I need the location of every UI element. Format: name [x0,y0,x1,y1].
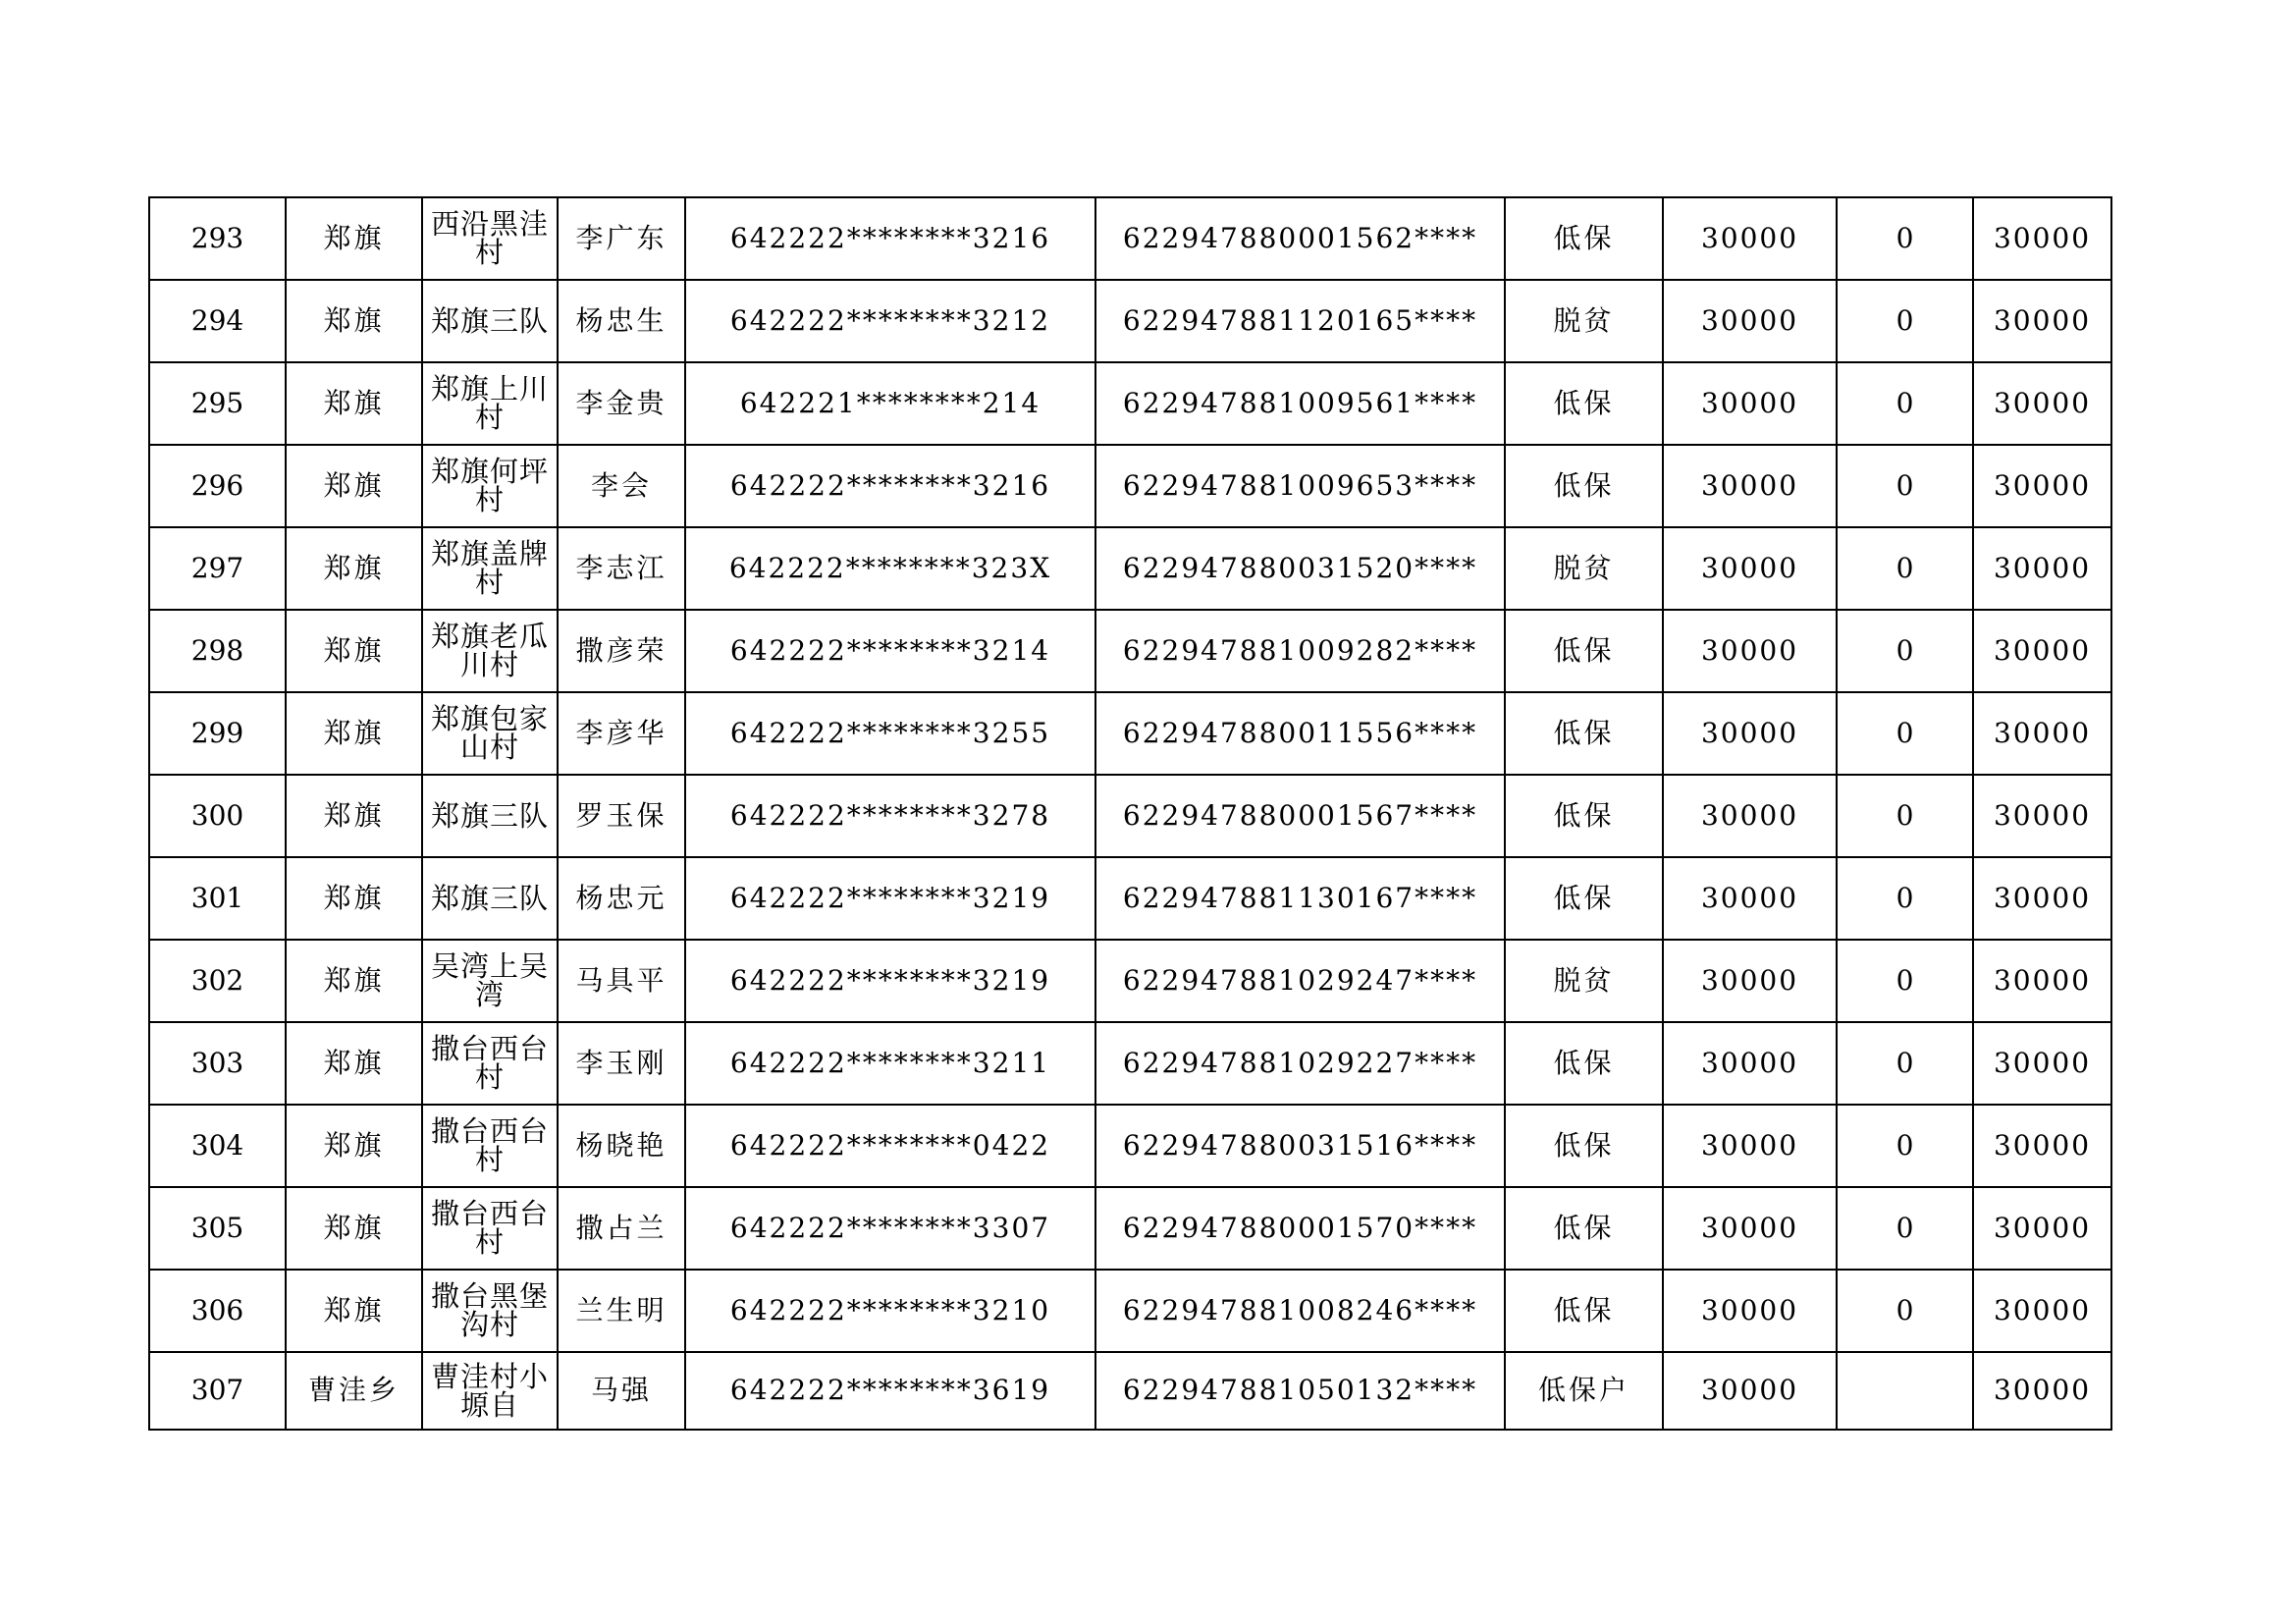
assistance-type-cell: 脱贫 [1505,940,1663,1022]
township-cell: 郑旗 [286,610,422,692]
township-cell: 郑旗 [286,1270,422,1352]
village-cell: 郑旗上川村 [422,362,558,445]
village-cell: 郑旗三队 [422,280,558,362]
person-name-cell: 撒占兰 [558,1187,685,1270]
amount-cell: 30000 [1663,1352,1837,1430]
bank-card-cell: 622947880011556**** [1095,692,1505,775]
table-row [149,445,2111,527]
village-cell: 吴湾上吴湾 [422,940,558,1022]
village-cell: 曹洼村小塬自 [422,1352,558,1430]
assistance-type-cell: 低保 [1505,1105,1663,1187]
township-cell: 曹洼乡 [286,1352,422,1430]
table-row [149,940,2111,1022]
amount-cell: 30000 [1663,362,1837,445]
total-cell: 30000 [1973,610,2111,692]
village-cell: 撒台西台村 [422,1022,558,1105]
table-row [149,1105,2111,1187]
assistance-type-cell: 低保 [1505,692,1663,775]
table-row [149,857,2111,940]
id-number-cell: 642222********3216 [685,445,1095,527]
total-cell: 30000 [1973,1270,2111,1352]
total-cell: 30000 [1973,1352,2111,1430]
row-number: 304 [149,1105,286,1187]
row-number: 303 [149,1022,286,1105]
table-row [149,692,2111,775]
person-name-cell: 马强 [558,1352,685,1430]
bank-card-cell: 622947881120165**** [1095,280,1505,362]
row-number: 305 [149,1187,286,1270]
bank-card-cell: 622947881008246**** [1095,1270,1505,1352]
amount-cell: 30000 [1663,197,1837,280]
village-cell: 郑旗盖牌村 [422,527,558,610]
row-number: 300 [149,775,286,857]
assistance-type-cell: 低保 [1505,1022,1663,1105]
bank-card-cell: 622947881130167**** [1095,857,1505,940]
person-name-cell: 杨忠元 [558,857,685,940]
person-name-cell: 杨忠生 [558,280,685,362]
assistance-type-cell: 低保 [1505,775,1663,857]
amount-cell: 30000 [1663,445,1837,527]
amount-cell: 30000 [1663,940,1837,1022]
bank-card-cell: 622947881029247**** [1095,940,1505,1022]
assistance-type-cell: 低保户 [1505,1352,1663,1430]
bank-card-cell: 622947881029227**** [1095,1022,1505,1105]
township-cell: 郑旗 [286,527,422,610]
deduction-cell: 0 [1837,445,1973,527]
row-number: 294 [149,280,286,362]
village-cell: 撒台西台村 [422,1187,558,1270]
id-number-cell: 642222********3307 [685,1187,1095,1270]
id-number-cell: 642222********323X [685,527,1095,610]
amount-cell: 30000 [1663,1105,1837,1187]
bank-card-cell: 622947880001567**** [1095,775,1505,857]
table-row [149,1270,2111,1352]
amount-cell: 30000 [1663,610,1837,692]
total-cell: 30000 [1973,445,2111,527]
total-cell: 30000 [1973,280,2111,362]
id-number-cell: 642222********3219 [685,940,1095,1022]
bank-card-cell: 622947881009653**** [1095,445,1505,527]
deduction-cell: 0 [1837,1105,1973,1187]
village-cell: 郑旗三队 [422,775,558,857]
id-number-cell: 642222********3214 [685,610,1095,692]
bank-card-cell: 622947881050132**** [1095,1352,1505,1430]
table-row [149,1187,2111,1270]
table-row [149,362,2111,445]
deduction-cell: 0 [1837,940,1973,1022]
village-cell: 郑旗何坪村 [422,445,558,527]
township-cell: 郑旗 [286,775,422,857]
id-number-cell: 642222********3216 [685,197,1095,280]
person-name-cell: 李彦华 [558,692,685,775]
row-number: 298 [149,610,286,692]
township-cell: 郑旗 [286,692,422,775]
total-cell: 30000 [1973,197,2111,280]
table-row [149,527,2111,610]
person-name-cell: 兰生明 [558,1270,685,1352]
amount-cell: 30000 [1663,1270,1837,1352]
deduction-cell: 0 [1837,527,1973,610]
amount-cell: 30000 [1663,775,1837,857]
assistance-type-cell: 低保 [1505,445,1663,527]
assistance-type-cell: 低保 [1505,362,1663,445]
village-cell: 郑旗老瓜川村 [422,610,558,692]
township-cell: 郑旗 [286,197,422,280]
township-cell: 郑旗 [286,1022,422,1105]
table-row [149,197,2111,280]
bank-card-cell: 622947880001562**** [1095,197,1505,280]
village-cell: 郑旗三队 [422,857,558,940]
total-cell: 30000 [1973,362,2111,445]
table-row [149,610,2111,692]
id-number-cell: 642222********3619 [685,1352,1095,1430]
bank-card-cell: 622947880031516**** [1095,1105,1505,1187]
bank-card-cell: 622947881009561**** [1095,362,1505,445]
person-name-cell: 李会 [558,445,685,527]
amount-cell: 30000 [1663,857,1837,940]
assistance-type-cell: 低保 [1505,857,1663,940]
deduction-cell: 0 [1837,775,1973,857]
row-number: 293 [149,197,286,280]
deduction-cell: 0 [1837,692,1973,775]
person-name-cell: 李志江 [558,527,685,610]
township-cell: 郑旗 [286,1187,422,1270]
assistance-type-cell: 低保 [1505,1187,1663,1270]
id-number-cell: 642222********3278 [685,775,1095,857]
id-number-cell: 642222********3219 [685,857,1095,940]
amount-cell: 30000 [1663,692,1837,775]
beneficiary-table [148,196,2112,1431]
row-number: 299 [149,692,286,775]
deduction-cell: 0 [1837,362,1973,445]
deduction-cell: 0 [1837,1187,1973,1270]
id-number-cell: 642222********3211 [685,1022,1095,1105]
person-name-cell: 李玉刚 [558,1022,685,1105]
amount-cell: 30000 [1663,280,1837,362]
table-row [149,1352,2111,1430]
assistance-type-cell: 脱贫 [1505,280,1663,362]
bank-card-cell: 622947880001570**** [1095,1187,1505,1270]
amount-cell: 30000 [1663,1022,1837,1105]
total-cell: 30000 [1973,940,2111,1022]
total-cell: 30000 [1973,1105,2111,1187]
township-cell: 郑旗 [286,445,422,527]
bank-card-cell: 622947880031520**** [1095,527,1505,610]
id-number-cell: 642222********3212 [685,280,1095,362]
row-number: 302 [149,940,286,1022]
table-row [149,775,2111,857]
row-number: 297 [149,527,286,610]
person-name-cell: 罗玉保 [558,775,685,857]
village-cell: 郑旗包家山村 [422,692,558,775]
township-cell: 郑旗 [286,362,422,445]
bank-card-cell: 622947881009282**** [1095,610,1505,692]
row-number: 296 [149,445,286,527]
deduction-cell: 0 [1837,280,1973,362]
township-cell: 郑旗 [286,1105,422,1187]
township-cell: 郑旗 [286,857,422,940]
deduction-cell: 0 [1837,197,1973,280]
table-row [149,280,2111,362]
township-cell: 郑旗 [286,940,422,1022]
total-cell: 30000 [1973,775,2111,857]
total-cell: 30000 [1973,692,2111,775]
total-cell: 30000 [1973,857,2111,940]
person-name-cell: 李金贵 [558,362,685,445]
assistance-type-cell: 低保 [1505,197,1663,280]
id-number-cell: 642221********214 [685,362,1095,445]
assistance-type-cell: 脱贫 [1505,527,1663,610]
total-cell: 30000 [1973,1022,2111,1105]
person-name-cell: 撒彦荣 [558,610,685,692]
amount-cell: 30000 [1663,1187,1837,1270]
person-name-cell: 马具平 [558,940,685,1022]
deduction-cell: 0 [1837,1270,1973,1352]
row-number: 306 [149,1270,286,1352]
deduction-cell: 0 [1837,1022,1973,1105]
amount-cell: 30000 [1663,527,1837,610]
deduction-cell: 0 [1837,610,1973,692]
assistance-type-cell: 低保 [1505,1270,1663,1352]
total-cell: 30000 [1973,527,2111,610]
village-cell: 西沿黑洼村 [422,197,558,280]
table-row [149,1022,2111,1105]
township-cell: 郑旗 [286,280,422,362]
id-number-cell: 642222********3255 [685,692,1095,775]
id-number-cell: 642222********0422 [685,1105,1095,1187]
row-number: 307 [149,1352,286,1430]
row-number: 301 [149,857,286,940]
deduction-cell: 0 [1837,857,1973,940]
person-name-cell: 杨晓艳 [558,1105,685,1187]
village-cell: 撒台西台村 [422,1105,558,1187]
total-cell: 30000 [1973,1187,2111,1270]
id-number-cell: 642222********3210 [685,1270,1095,1352]
row-number: 295 [149,362,286,445]
village-cell: 撒台黑堡沟村 [422,1270,558,1352]
person-name-cell: 李广东 [558,197,685,280]
deduction-cell [1837,1352,1973,1430]
assistance-type-cell: 低保 [1505,610,1663,692]
